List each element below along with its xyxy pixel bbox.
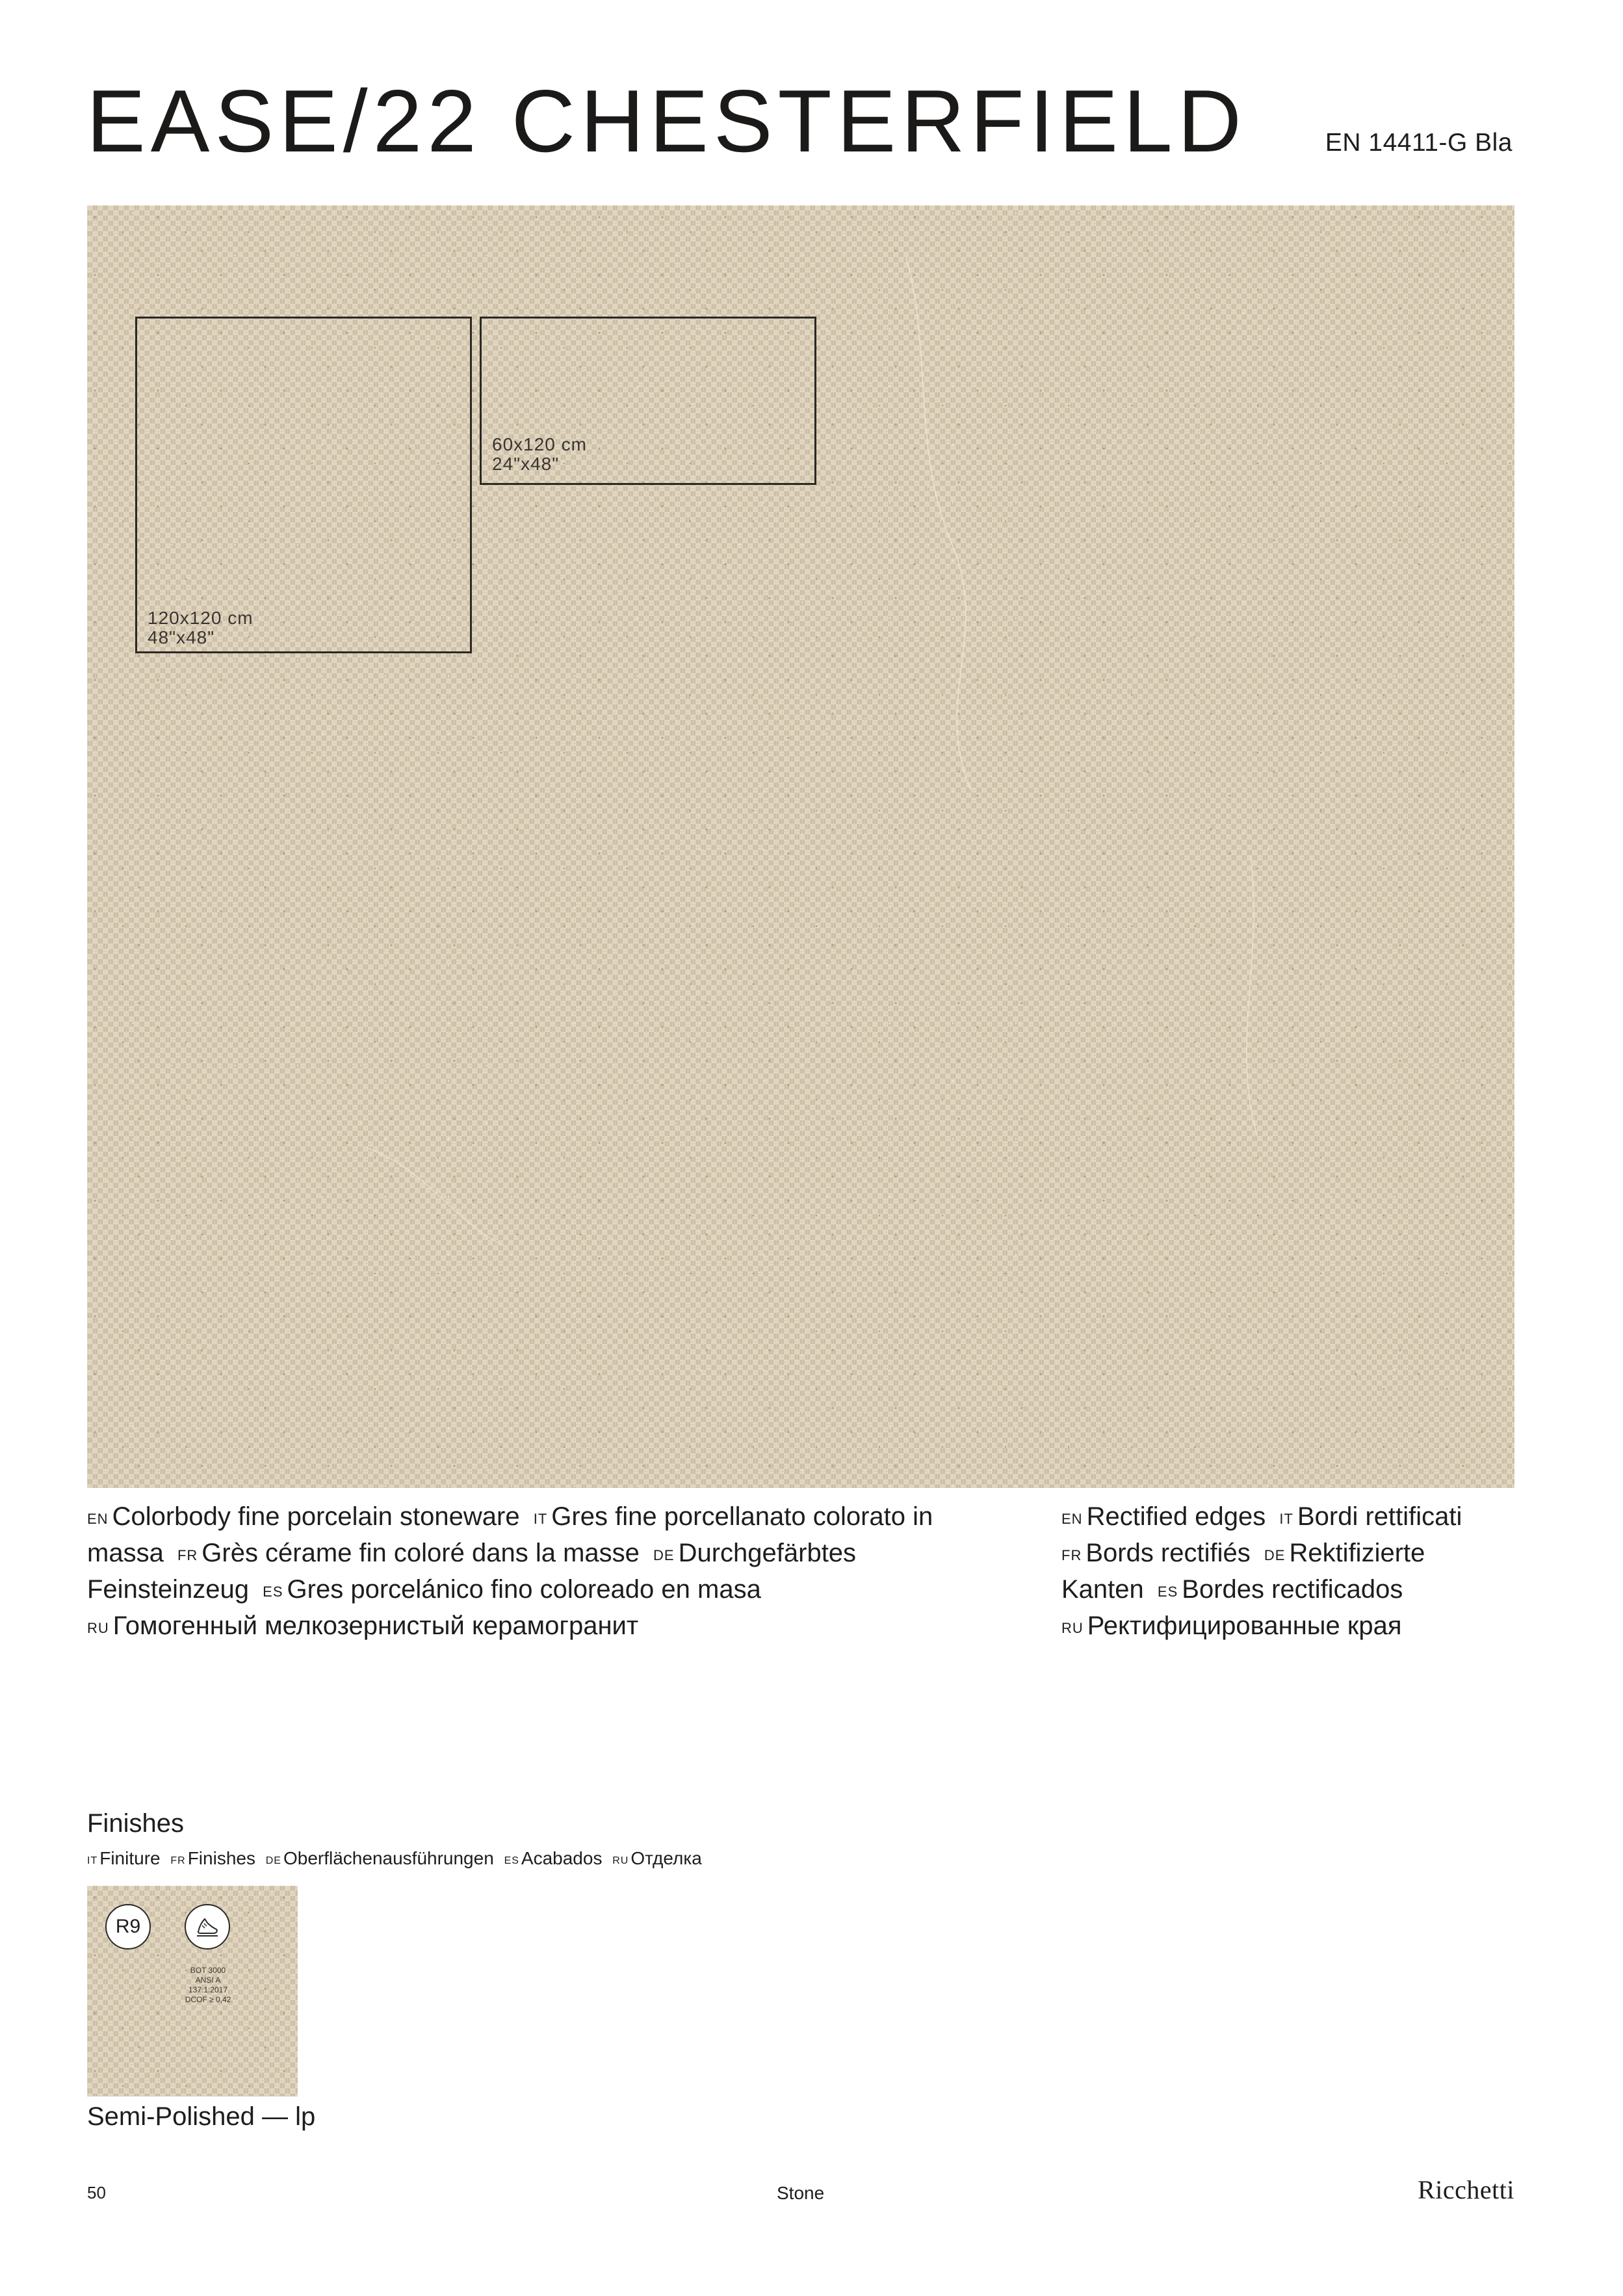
format-imperial: 24"x48" — [492, 454, 560, 474]
language-code: ES — [1157, 1584, 1178, 1600]
description-item — [1061, 1502, 1266, 1531]
language-code: RU — [1061, 1620, 1084, 1636]
language-code: FR — [177, 1547, 198, 1563]
format-label — [148, 608, 253, 647]
description-item — [177, 1539, 640, 1567]
language-code: DE — [1264, 1547, 1286, 1563]
finishes-heading: Finishes — [87, 1809, 184, 1838]
format-outline-120x120 — [135, 317, 472, 653]
brand-logo: Ricchetti — [1418, 2175, 1514, 2204]
finish-swatch — [87, 1886, 298, 2096]
translation-text: Oberflächenausführungen — [283, 1848, 494, 1868]
section-label: Stone — [777, 2183, 825, 2203]
format-metric: 60x120 cm — [492, 434, 587, 454]
slip-specs — [175, 1966, 240, 2005]
finish-name: Semi-Polished — lp — [87, 2102, 316, 2131]
description-item — [87, 1502, 520, 1531]
spec-line: DCOF ≥ 0,42 — [185, 1995, 231, 2004]
language-code: DE — [653, 1547, 675, 1563]
language-code: DE — [265, 1855, 281, 1866]
tile-surface-image — [87, 205, 1514, 1488]
translation-text: Acabados — [521, 1848, 603, 1868]
language-code: RU — [612, 1855, 629, 1866]
description-text: Durchgefärbtes Feinsteinzeug — [87, 1539, 857, 1604]
language-code: ES — [504, 1855, 519, 1866]
finishes-translations — [87, 1848, 707, 1869]
language-code: EN — [87, 1511, 109, 1527]
description-item — [1061, 1539, 1251, 1567]
slip-rating-badge: R9 — [105, 1904, 151, 1950]
description-text: Bords rectifiés — [1085, 1539, 1251, 1567]
description-text: Grès cérame fin coloré dans la masse — [201, 1539, 640, 1567]
description-text: Rektifizierte Kanten — [1061, 1539, 1425, 1604]
description-item — [263, 1575, 761, 1604]
material-description — [87, 1500, 1010, 1645]
language-code: RU — [87, 1620, 109, 1636]
description-text: Colorbody fine porcelain stoneware — [112, 1502, 520, 1531]
edges-description — [1061, 1500, 1516, 1645]
language-code: IT — [1279, 1511, 1293, 1527]
format-imperial: 48"x48" — [148, 627, 215, 647]
translation-text: Finishes — [187, 1848, 255, 1868]
spec-line: BOT 3000 — [190, 1966, 226, 1975]
standard-code: EN 14411-G Bla — [1325, 129, 1513, 157]
language-code: FR — [170, 1855, 186, 1866]
language-code: FR — [1061, 1547, 1082, 1563]
description-text: Gres porcelánico fino coloreado en masa — [287, 1575, 761, 1604]
description-text: Гомогенный мелкозернистый керамогранит — [112, 1611, 639, 1640]
language-code: ES — [263, 1584, 283, 1600]
description-item — [1061, 1611, 1402, 1640]
spec-line: ANSI A 137.1:2017 — [188, 1976, 228, 1994]
format-metric: 120x120 cm — [148, 608, 253, 628]
shoe-slip-icon — [185, 1904, 230, 1950]
translation-text: Finiture — [99, 1848, 161, 1868]
language-code: IT — [533, 1511, 548, 1527]
format-label — [492, 435, 587, 474]
description-text: Rectified edges — [1086, 1502, 1266, 1531]
language-code: EN — [1061, 1511, 1083, 1527]
language-code: IT — [87, 1855, 98, 1866]
description-text: Bordi rettificati — [1297, 1502, 1462, 1531]
description-text: Gres fine porcellanato colorato in massa — [87, 1502, 933, 1567]
format-outline-60x120 — [480, 317, 816, 485]
description-item — [1158, 1575, 1403, 1604]
page-number: 50 — [87, 2183, 106, 2202]
description-item — [87, 1611, 638, 1640]
description-text: Bordes rectificados — [1182, 1575, 1403, 1604]
page-title: EASE/22 CHESTERFIELD — [86, 72, 1247, 170]
description-text: Ректифицированные края — [1087, 1611, 1402, 1640]
description-item — [1279, 1502, 1462, 1531]
translation-text: Отделка — [630, 1848, 702, 1868]
